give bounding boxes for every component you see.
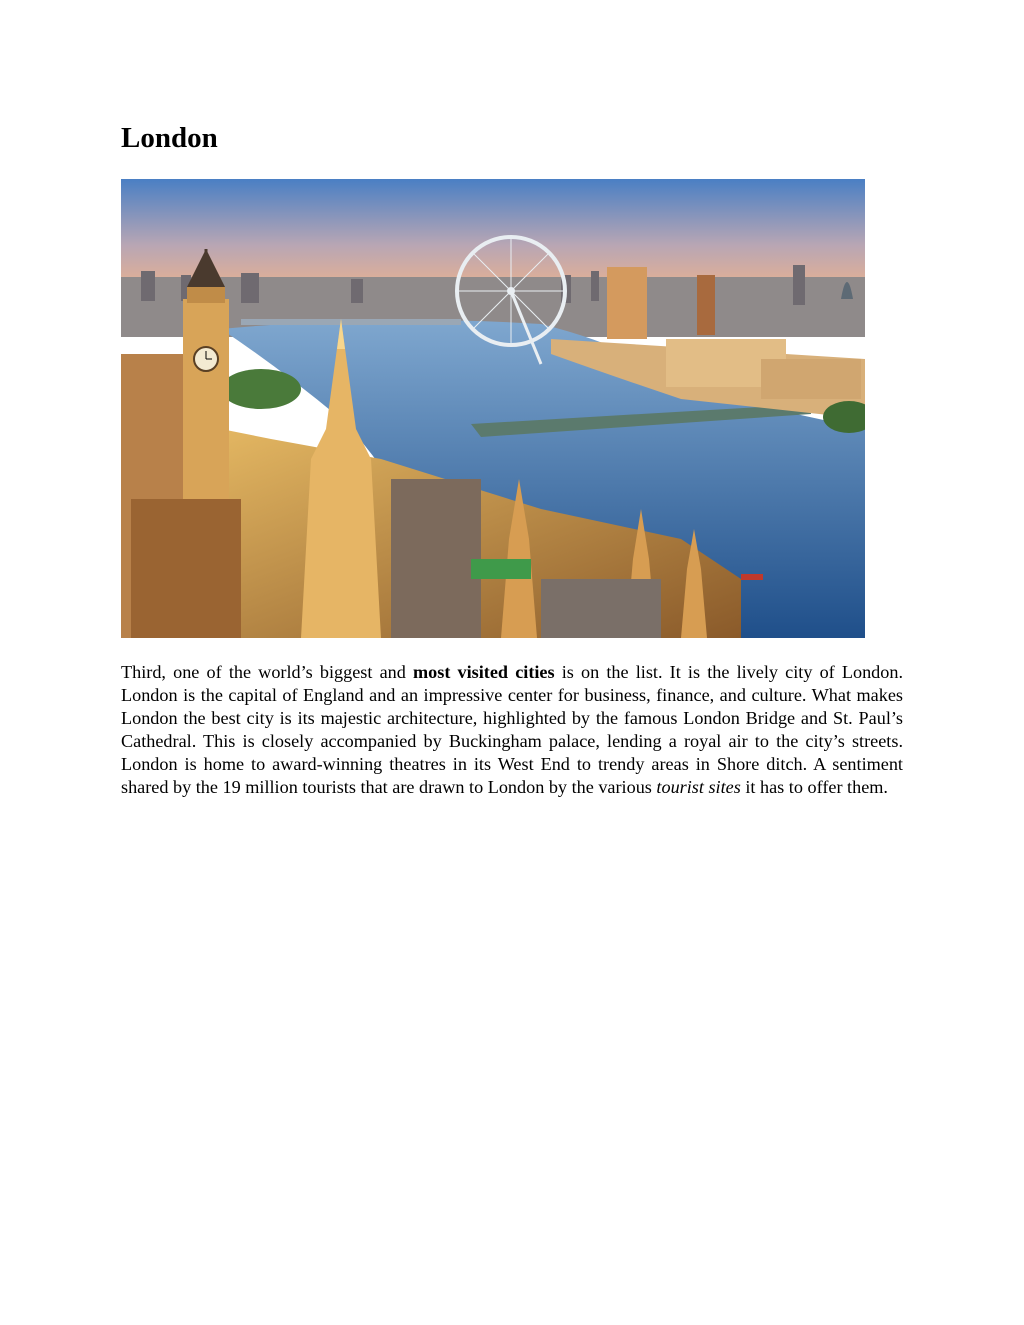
bold-phrase-most-visited-cities: most visited cities <box>413 662 555 682</box>
page-title: London <box>121 122 218 154</box>
paragraph-text-3: it has to offer them. <box>740 777 888 797</box>
italic-phrase-tourist-sites: tourist sites <box>656 777 741 797</box>
london-photo <box>121 179 865 638</box>
paragraph-text-1: Third, one of the world’s biggest and <box>121 662 413 682</box>
london-skyline-illustration <box>121 179 865 638</box>
body-paragraph <box>121 661 903 799</box>
paragraph-text-2: is on the list. It is the lively city of London. London is the capital of England and an impressive center for business, finance, and culture. What makes London the best city is its majestic architecture, highlighted by the famous London Bridge and St. Paul’s Cathedral. This is closely accompanied by Buckingham palace, lending a royal air to the city’s streets. London is home to award-winning theatres in its West End to trendy areas in Shore ditch. A sentiment shared by the 19 million tourists that are drawn to London by the various <box>121 662 903 797</box>
